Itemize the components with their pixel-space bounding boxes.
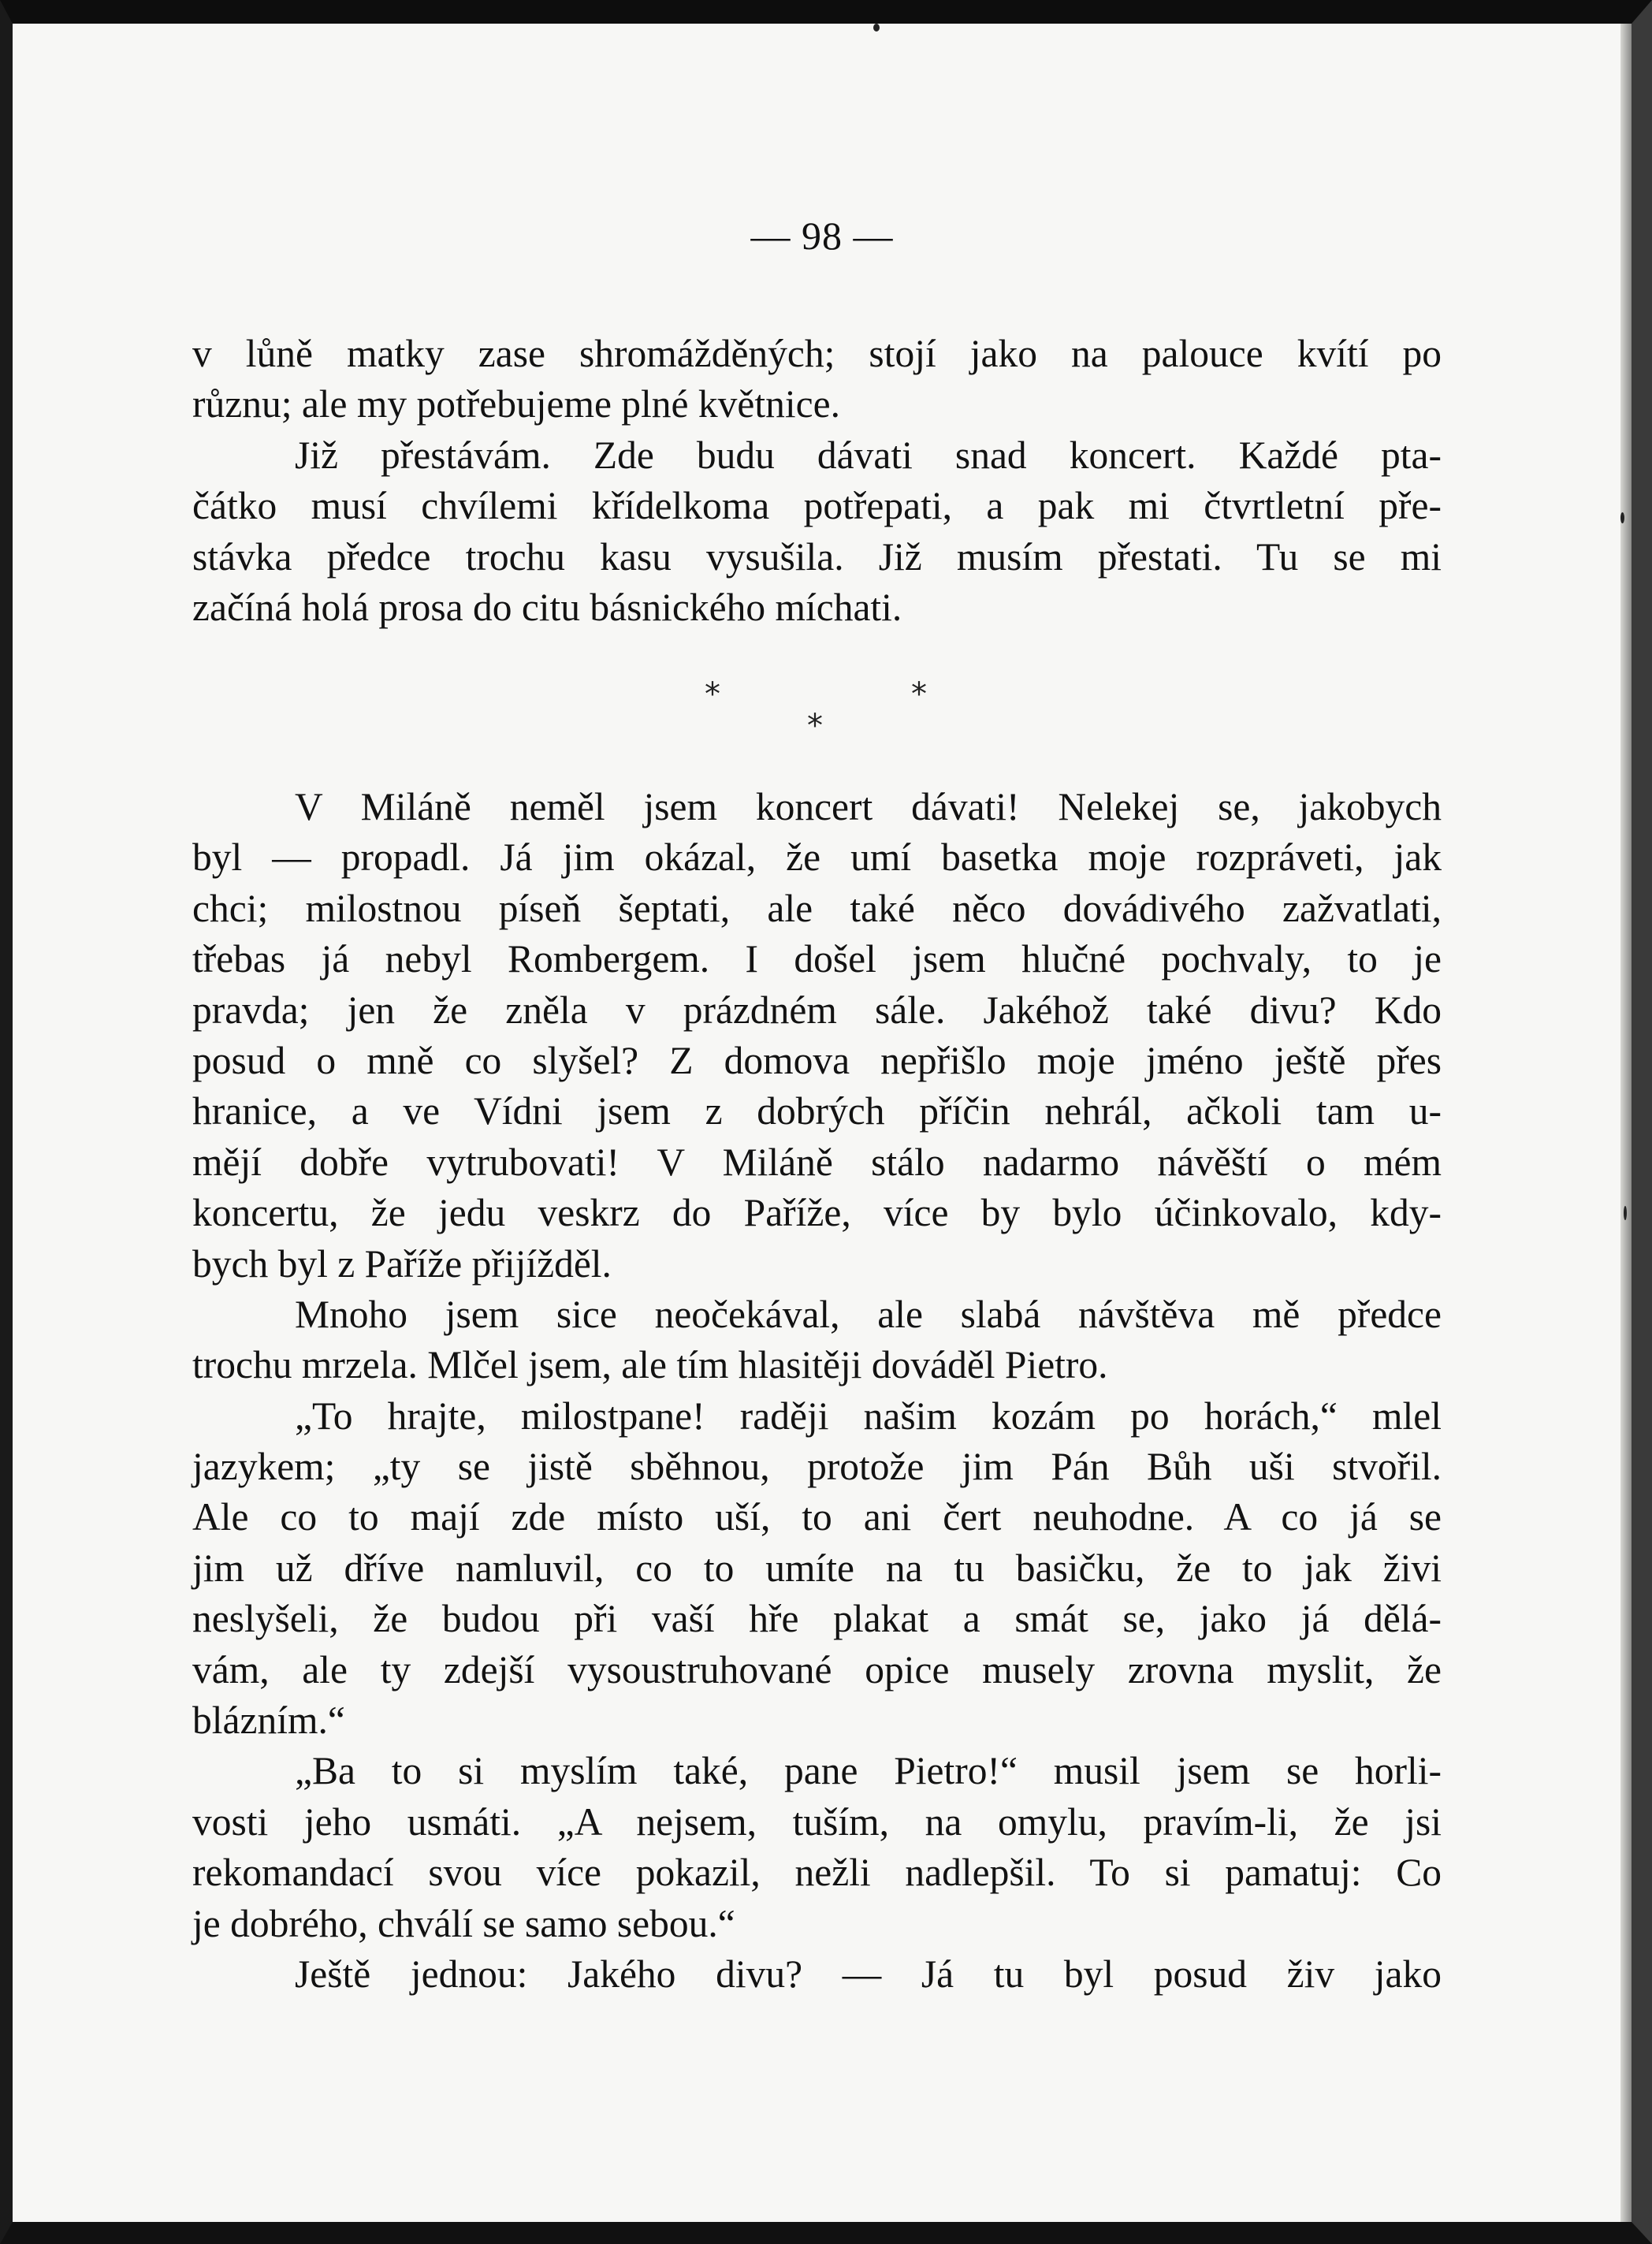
text-line: je dobrého, chválí se samo sebou.“ [192, 1901, 735, 1945]
text-line: třebas já nebyl Rombergem. I došel jsem hlučné pochvaly, to je [192, 937, 1442, 981]
text-line: „To hrajte, milostpane! raději našim kozám po horách,“ mlel [295, 1394, 1442, 1438]
print-speck [1624, 1206, 1627, 1220]
text-line: chci; milostnou píseň šeptati, ale také něco dovádivého zažvatlati, [192, 886, 1442, 930]
divider-asterisk: * [807, 708, 823, 744]
text-line: pravda; jen že zněla v prázdném sále. Jakéhož také divu? Kdo [192, 988, 1442, 1032]
text-line: Již přestávám. Zde budu dávati snad koncert. Každé pta- [295, 433, 1442, 477]
print-speck [1620, 512, 1624, 523]
text-line: koncertu, že jedu veskrz do Paříže, více by bylo účinkovalo, kdy- [192, 1191, 1442, 1235]
text-line: rekomandací svou více pokazil, nežli nadlepšil. To si pamatuj: Co [192, 1851, 1442, 1895]
text-line: jim už dříve namluvil, co to umíte na tu basičku, že to jak živi [192, 1546, 1442, 1590]
text-line: neslyšeli, že budou při vaší hře plakat a smát se, jako já dělá- [192, 1597, 1442, 1641]
print-speck [873, 24, 880, 32]
page-number: — 98 — [750, 214, 894, 258]
text-line: vosti jeho usmáti. „A nejsem, tuším, na omylu, pravím-li, že jsi [192, 1799, 1442, 1844]
page-edge-shadow [1620, 24, 1632, 2222]
text-line: začíná holá prosa do citu básnického míchati. [192, 585, 902, 629]
text-line: Ale co to mají zde místo uší, to ani čert neuhodne. A co já se [192, 1495, 1442, 1539]
text-line: „Ba to si myslím také, pane Pietro!“ musil jsem se horli- [295, 1749, 1442, 1793]
text-line: byl — propadl. Já jim okázal, že umí basetka moje rozpráveti, jak [192, 835, 1442, 880]
text-line: trochu mrzela. Mlčel jsem, ale tím hlasitěji dováděl Pietro. [192, 1343, 1108, 1387]
text-line: čátko musí chvílemi křídelkoma potřepati, a pak mi čtvrtletní pře- [192, 484, 1442, 528]
text-line: hranice, a ve Vídni jsem z dobrých příčin nehrál, ačkoli tam u- [192, 1089, 1442, 1133]
text-line: bych byl z Paříže přijížděl. [192, 1241, 612, 1286]
text-line: posud o mně co slyšel? Z domova nepřišlo moje jméno ještě přes [192, 1038, 1442, 1082]
text-line: vám, ale ty zdejší vysoustruhované opice musely zrovna myslit, že [192, 1647, 1442, 1691]
text-line: Mnoho jsem sice neočekával, ale slabá návštěva mě předce [295, 1292, 1442, 1336]
divider-asterisk: * [911, 676, 927, 713]
text-line: v lůně matky zase shromážděných; stojí jako na palouce kvítí po [192, 332, 1442, 375]
text-line: mějí dobře vytrubovati! V Miláně stálo nadarmo návěští o mém [192, 1140, 1442, 1184]
text-line: různu; ale my potřebujeme plné květnice. [192, 382, 840, 426]
text-line: Ještě jednou: Jakého divu? — Já tu byl posud živ jako [295, 1952, 1442, 1996]
text-block-main [192, 782, 1442, 2000]
section-divider [13, 676, 1632, 771]
text-line: blázním.“ [192, 1699, 345, 1743]
text-block-top [192, 329, 1442, 633]
divider-asterisk: * [705, 676, 720, 713]
text-line: V Miláně neměl jsem koncert dávati! Nelekej se, jakobych [295, 785, 1442, 828]
text-line: stávka předce trochu kasu vysušila. Již musím přestati. Tu se mi [192, 534, 1442, 579]
text-line: jazykem; „ty se jistě sběhnou, protože jim Pán Bůh uši stvořil. [192, 1445, 1442, 1489]
